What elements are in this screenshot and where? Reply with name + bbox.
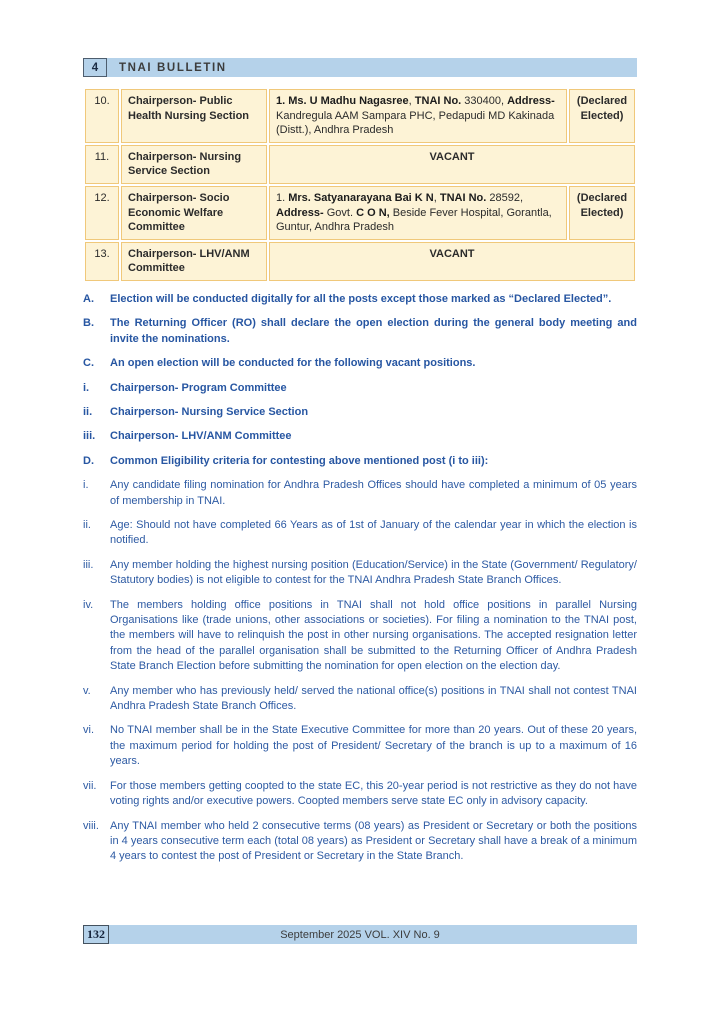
detail-segment: Govt. xyxy=(323,206,357,219)
note-item xyxy=(83,518,637,549)
page-content xyxy=(83,58,637,865)
note-item xyxy=(83,684,637,715)
row-number: 10. xyxy=(85,89,119,143)
note-item xyxy=(83,598,637,675)
row-vacant-status: VACANT xyxy=(269,145,635,184)
footer-issue-info: September 2025 VOL. XIV No. 9 xyxy=(280,928,440,941)
note-item-label: vii. xyxy=(83,779,97,792)
note-item-text: For those members getting coopted to the state EC, this 20-year period is not restrictive as they do not have voting rights and/or executive powers. Coopted members serve state EC only in advisory capacity. xyxy=(110,779,637,808)
note-item xyxy=(83,723,637,769)
note-item-label: ii. xyxy=(83,405,93,418)
note-item-text: Chairperson- LHV/ANM Committee xyxy=(110,430,292,443)
note-item-text: The members holding office positions in TNAI shall not hold office positions in parallel Nursing Organisations like (trade unions, other associations or societies). For filing a nomination to the TNAI post, the members will have to relinquish the post in other nursing organisations. The accepted resignation letter from the head of the parallel organisation shall be submitted to the Returning Officer of Andhra Pradesh State Branch Election before submitting the nomination for open election on the election day. xyxy=(110,598,637,673)
row-declared-status: (Declared Elected) xyxy=(569,89,635,143)
note-item-label: iv. xyxy=(83,598,94,611)
detail-segment: Kandregula AAM Sampara PHC, Pedapudi MD Kakinada (Distt.), Andhra Pradesh xyxy=(276,109,555,137)
table-row xyxy=(85,186,635,240)
note-item xyxy=(83,558,637,589)
row-number: 11. xyxy=(85,145,119,184)
detail-segment: , xyxy=(433,191,440,204)
row-detail xyxy=(269,89,567,143)
note-item xyxy=(83,381,637,396)
note-item-text: Any member who has previously held/ served the national office(s) positions in TNAI shall not contest TNAI Andhra Pradesh State Branch Offices. xyxy=(110,684,637,713)
table-row xyxy=(85,145,635,184)
note-item-label: iii. xyxy=(83,558,94,571)
detail-segment: Beside Fever Hospital, Gorantla, Guntur, Andhra Pradesh xyxy=(276,206,552,234)
note-item-label: A. xyxy=(83,292,94,305)
note-item-text: An open election will be conducted for the following vacant positions. xyxy=(110,357,476,370)
row-number: 12. xyxy=(85,186,119,240)
note-item xyxy=(83,429,637,444)
note-item xyxy=(83,779,637,810)
footer-page-number: 132 xyxy=(83,925,109,944)
note-item-text: No TNAI member shall be in the State Executive Committee for more than 20 years. Out of these 20 years, the maximum period for holding the post of President/ Secretary of the branch is up to a maximum of 16 years. xyxy=(110,724,637,768)
detail-segment: 1. xyxy=(276,191,289,204)
row-declared-status: (Declared Elected) xyxy=(569,186,635,240)
row-vacant-status: VACANT xyxy=(269,242,635,281)
row-title: Chairperson- Public Health Nursing Section xyxy=(121,89,267,143)
note-item-text: Age: Should not have completed 66 Years as of 1st of January of the calendar year in which the election is notified. xyxy=(110,519,637,547)
note-item xyxy=(83,405,637,420)
officers-table-body xyxy=(85,89,635,281)
note-item xyxy=(83,356,637,371)
note-item-label: viii. xyxy=(83,819,99,832)
page-header-bar xyxy=(83,58,637,77)
note-item-text: The Returning Officer (RO) shall declare the open election during the general body meeting and invite the nominations. xyxy=(110,317,637,345)
note-item-label: i. xyxy=(83,479,89,492)
election-notes-list xyxy=(83,292,637,865)
row-number: 13. xyxy=(85,242,119,281)
table-row xyxy=(85,242,635,281)
row-title: Chairperson- LHV/ANM Committee xyxy=(121,242,267,281)
note-item-text: Chairperson- Program Committee xyxy=(110,381,287,394)
detail-segment: Address- xyxy=(276,206,324,219)
note-item xyxy=(83,478,637,509)
note-item-text: Any candidate filing nomination for Andhra Pradesh Offices should have completed a minimum of 05 years of membership in TNAI. xyxy=(110,479,637,507)
note-item-text: Any member holding the highest nursing position (Education/Service) in the State (Government/ Regulatory/ Statutory bodies) is not eligible to contest for the TNAI Andhra Pradesh State Branch Offices. xyxy=(110,558,637,587)
officers-table xyxy=(83,87,637,283)
detail-segment: C O N, xyxy=(356,206,390,219)
note-item-label: C. xyxy=(83,357,94,370)
row-title: Chairperson- Socio Economic Welfare Committee xyxy=(121,186,267,240)
note-item xyxy=(83,454,637,469)
detail-segment: 28592, xyxy=(486,191,524,204)
note-item-label: D. xyxy=(83,454,94,467)
note-item xyxy=(83,316,637,347)
note-item-text: Common Eligibility criteria for contesting above mentioned post (i to iii): xyxy=(110,454,489,467)
detail-segment: , xyxy=(408,95,415,107)
row-detail xyxy=(269,186,567,240)
detail-segment: 1. Ms. U Madhu Nagasree xyxy=(276,95,409,107)
note-item-label: v. xyxy=(83,684,91,697)
note-item-label: i. xyxy=(83,381,90,394)
note-item xyxy=(83,292,637,307)
header-page-number: 4 xyxy=(83,58,107,77)
note-item-text: Election will be conducted digitally for all the posts except those marked as “Declared Elected”. xyxy=(110,292,612,305)
row-title: Chairperson- Nursing Service Section xyxy=(121,145,267,184)
bulletin-title: TNAI BULLETIN xyxy=(119,61,227,74)
note-item xyxy=(83,819,637,865)
note-item-label: vi. xyxy=(83,724,94,737)
detail-segment: TNAI No. xyxy=(414,95,462,107)
table-row xyxy=(85,89,635,143)
detail-segment: 330400, xyxy=(461,95,508,107)
note-item-label: B. xyxy=(83,317,94,330)
note-item-text: Any TNAI member who held 2 consecutive terms (08 years) as President or Secretary or both the positions in 4 years consecutive term each (total 08 years) as President or Secretary shall have a break of a minimum 4 years to contest the post of President or Secretary in the State Branch. xyxy=(110,819,637,863)
detail-segment: Address- xyxy=(507,95,555,107)
note-item-label: ii. xyxy=(83,519,91,531)
page-footer-bar xyxy=(83,925,637,944)
detail-segment: Mrs. Satyanarayana Bai K N xyxy=(288,191,434,204)
note-item-text: Chairperson- Nursing Service Section xyxy=(110,405,309,418)
note-item-label: iii. xyxy=(83,430,96,443)
detail-segment: TNAI No. xyxy=(439,191,487,204)
